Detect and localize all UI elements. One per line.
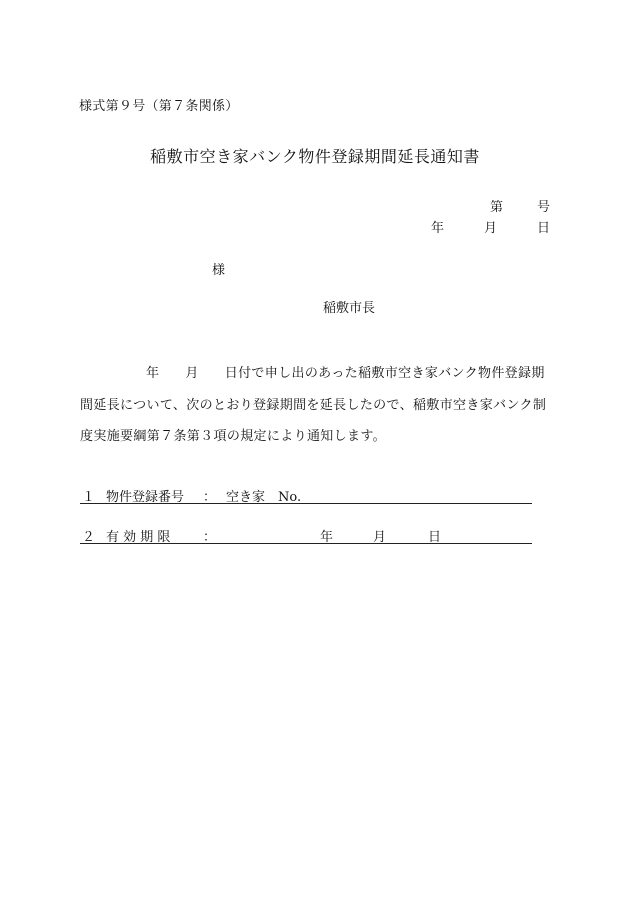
item2-month: 月 (373, 530, 387, 545)
item1-colon: ： (203, 490, 217, 505)
recipient-suffix: 様 (212, 263, 226, 278)
issue-date-month: 月 (483, 221, 497, 236)
body-month: 月 (185, 366, 199, 381)
item2-colon: ： (203, 530, 217, 545)
issue-date (431, 217, 550, 236)
body-year: 年 (146, 366, 160, 381)
doc-number-gou: 号 (536, 200, 550, 215)
issue-date-year: 年 (430, 221, 444, 236)
body-line-1 (80, 362, 545, 381)
item1-label: 物件登録番号 (106, 490, 185, 505)
item2-day: 日 (428, 530, 442, 545)
item-validity-period (80, 524, 532, 544)
document-number (490, 196, 550, 215)
issue-date-day: 日 (536, 221, 550, 236)
document-title: 稲敷市空き家バンク物件登録期間延長通知書 (150, 147, 480, 166)
body-line-2: 間延長について、次のとおり登録期間を延長したので、稲敷市空き家バンク制 (80, 398, 547, 413)
item2-year: 年 (320, 530, 334, 545)
item2-number: ２ (82, 530, 96, 545)
item1-value: 空き家 No. (226, 490, 302, 505)
doc-number-dai: 第 (489, 200, 503, 215)
body-line-3: 度実施要綱第７条第３項の規定により通知します。 (80, 429, 387, 444)
item2-label: 有 効 期 限 (106, 530, 171, 545)
item-property-number (80, 484, 532, 504)
form-label: 様式第９号（第７条関係） (79, 99, 239, 114)
item1-number: １ (82, 490, 96, 505)
body-line-1-text: 日付で申し出のあった稲敷市空き家バンク物件登録期 (224, 366, 545, 381)
sender-name: 稲敷市長 (323, 301, 376, 316)
